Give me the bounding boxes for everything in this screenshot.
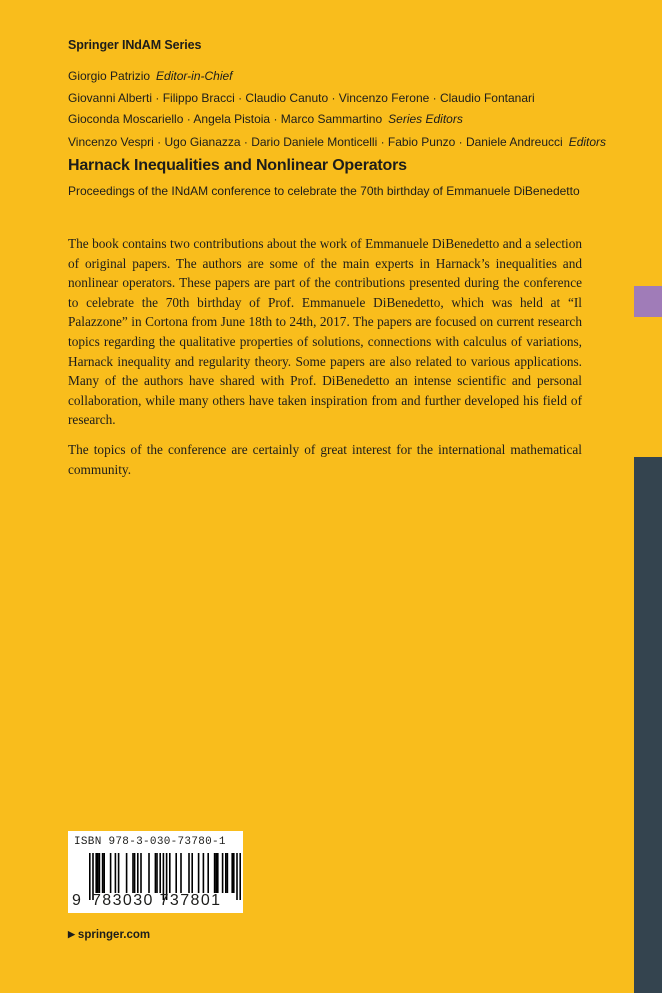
barcode-bar [103,853,105,893]
barcode-bar [236,853,238,900]
barcode-bar [99,853,101,893]
barcode-bar [169,853,171,893]
barcode-bar [132,853,134,893]
barcode-bar [180,853,182,893]
triangle-right-icon: ▶ [68,929,75,939]
editor-in-chief-role: Editor-in-Chief [156,69,233,83]
description-paragraph-1: The book contains two contributions about the work of Emmanuele DiBenedetto and a selection of original papers. The authors are some of the main experts in Harnack’s inequalities and nonlinear operators. These papers are part of the contributions presented during the conference to celebrate the 70th birthday of Prof. Emmanuele DiBenedetto, which was held at “Il Palazzone” in Cortona from June 18th to 24th, 2017. The papers are focused on current research topics regarding the qualitative properties of solutions, connections with calculus of variations, Harnack inequality and regularity theory. Some papers are also related to various applications. Many of the authors have shared with Prof. DiBenedetto an intense scientific and personal collaboration, while many others have taken inspiration from and further developed his field of research. [68,236,582,428]
barcode-bar [126,853,128,893]
spine-edge-strip [634,457,662,993]
editor-in-chief-line [68,66,535,88]
series-editors-role: Series Editors [388,112,463,126]
isbn-label: ISBN 978-3-030-73780-1 [74,836,226,848]
barcode-bar [155,853,157,893]
barcode-bar [140,853,142,893]
isbn-barcode [68,831,243,913]
book-title: Harnack Inequalities and Nonlinear Operators [68,157,407,174]
barcode-bar [95,853,97,893]
barcode-bar [159,853,161,893]
color-tab [634,286,662,317]
barcode-bar [97,853,99,893]
barcode-bar [222,853,224,893]
barcode-bar [207,853,209,893]
barcode-bar [231,853,233,893]
series-editors-names: Gioconda Moscariello · Angela Pistoia · Marco Sammartino [68,112,383,126]
series-editors-line-1: Giovanni Alberti · Filippo Bracci · Claudio Canuto · Vincenzo Ferone · Claudio Fontanari [68,90,535,105]
volume-editors-names: Vincenzo Vespri · Ugo Gianazza · Dario Daniele Monticelli · Fabio Punzo · Daniele Andreucci [68,135,563,149]
barcode-bar [102,853,104,893]
barcode-bar [175,853,177,893]
editor-in-chief-name: Giorgio Patrizio [68,69,151,83]
series-editors [68,66,535,131]
barcode-bar [188,853,190,893]
series-editors-line-2 [68,109,535,131]
barcode-bar [227,853,229,893]
barcode-bar [203,853,205,893]
barcode-bar [89,853,91,900]
barcode-bar [198,853,200,893]
barcode-bar [148,853,150,893]
barcode-bar [115,853,117,893]
volume-editors [68,135,606,149]
barcode-bar [233,853,235,893]
barcode-bar [134,853,136,893]
barcode-bar [137,853,139,893]
ean-digits: 783030 737801 [92,892,222,909]
barcode-bar [215,853,217,893]
book-subtitle: Proceedings of the INdAM conference to celebrate the 70th birthday of Emmanuele DiBenedetto [68,184,580,198]
barcode-bar [225,853,227,893]
series-title: Springer INdAM Series [68,38,202,52]
publisher-url: springer.com [77,929,151,941]
barcode-bar [191,853,193,893]
barcode-bar [118,853,120,893]
publisher-link[interactable] [68,929,150,941]
barcode-bar [110,853,112,893]
book-description [68,234,582,489]
ean-first-digit: 9 [72,892,81,909]
barcode-bar [214,853,216,893]
barcode-bar [156,853,158,893]
description-paragraph-2: The topics of the conference are certainly of great interest for the international mathematical community. [68,441,582,477]
barcode-bar [239,853,241,900]
barcode-bar [217,853,219,893]
volume-editors-role: Editors [568,135,607,149]
